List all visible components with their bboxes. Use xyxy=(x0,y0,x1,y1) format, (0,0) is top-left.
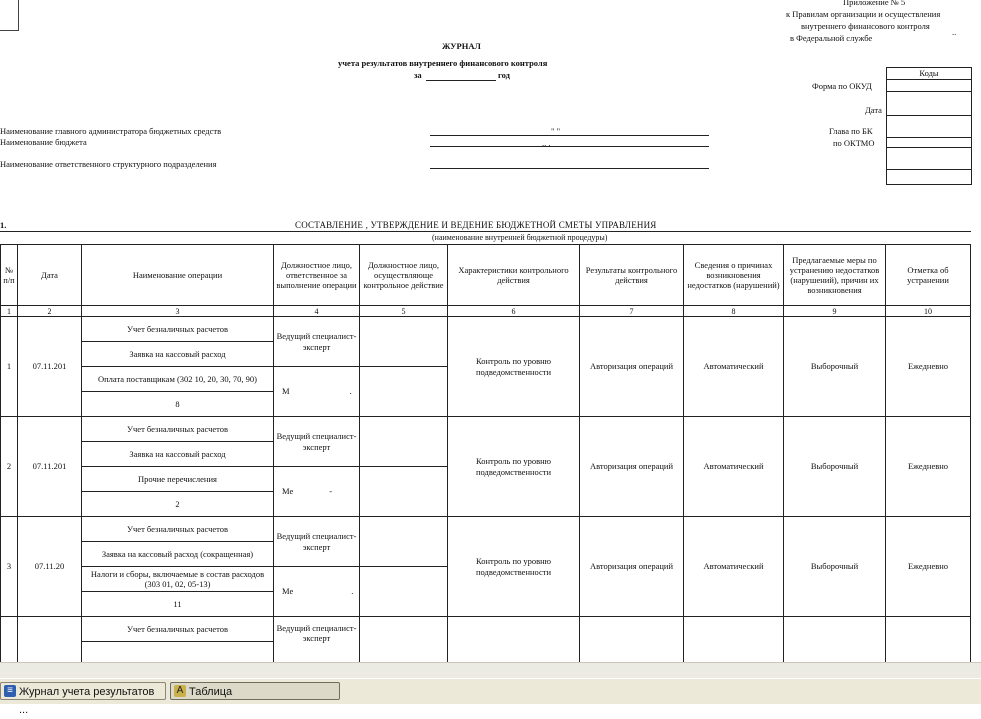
table-row xyxy=(1,417,971,442)
col-header: Должностное лицо, ответственное за выполнение операции xyxy=(274,245,360,306)
table-header-row xyxy=(1,245,971,306)
proposed-measures: Выборочный xyxy=(784,417,886,517)
col-header: Должностное лицо, осуществляюще контрольное действие xyxy=(360,245,448,306)
col-header: Результаты контрольного действия xyxy=(580,245,684,306)
admin-label: Наименование главного администратора бюджетных средств xyxy=(0,126,222,136)
row-number: 1 xyxy=(1,317,18,417)
control-official-2 xyxy=(360,567,448,617)
resolution-mark: Ежедневно xyxy=(886,417,971,517)
operation-cell: Заявка на кассовый расход (сокращенная) xyxy=(82,542,274,567)
col-number: 1 xyxy=(1,306,18,317)
operation-cell: Учет безналичных расчетов xyxy=(82,617,274,642)
document-icon: ≡ xyxy=(4,685,16,697)
taskbar xyxy=(0,678,981,716)
control-characteristics: Контроль по уровню подведомственности xyxy=(448,317,580,417)
responsible-official: Ведущий специалист-эксперт xyxy=(274,517,360,567)
codes-header: Коды xyxy=(887,68,971,80)
table-row xyxy=(1,617,971,642)
resolution-mark: Ежедневно xyxy=(886,317,971,417)
responsible-official: Ведущий специалист-эксперт xyxy=(274,317,360,367)
annex-line-1: Приложение № 5 xyxy=(843,0,906,7)
col-header: Дата xyxy=(18,245,82,306)
budget-value-line xyxy=(430,146,709,147)
operation-cell: Заявка на кассовый расход xyxy=(82,342,274,367)
window-corner xyxy=(0,0,19,31)
period-prefix: за xyxy=(414,70,422,80)
table-row xyxy=(1,317,971,342)
text-document-icon: A xyxy=(174,685,186,697)
code-oktmo xyxy=(887,138,971,148)
admin-value: " " xyxy=(551,126,561,136)
control-result: Авторизация операций xyxy=(580,417,684,517)
period-blank xyxy=(426,80,496,81)
journal-subtitle: учета результатов внутреннего финансового контроля xyxy=(338,58,548,68)
code-bk xyxy=(887,116,971,138)
code-okud xyxy=(887,80,971,92)
operation-cell: Учет безналичных расчетов xyxy=(82,517,274,542)
unit-value-line xyxy=(430,168,709,169)
control-result: Авторизация операций xyxy=(580,517,684,617)
period-suffix: год xyxy=(498,70,510,80)
col-number: 2 xyxy=(18,306,82,317)
annex-line-2: к Правилам организации и осуществления xyxy=(786,9,941,19)
proposed-measures: Выборочный xyxy=(784,317,886,417)
bk-label: Глава по БК xyxy=(829,126,873,136)
horizontal-scrollbar[interactable] xyxy=(0,662,981,678)
control-characteristics: Контроль по уровню подведомственности xyxy=(448,417,580,517)
official-surname-cell xyxy=(274,567,360,617)
codes-box xyxy=(886,67,972,185)
budget-label: Наименование бюджета xyxy=(0,137,87,147)
operation-cell: Оплата поставщикам (302 10, 20, 30, 70, 90) xyxy=(82,367,274,392)
control-characteristics: Контроль по уровню подведомственности xyxy=(448,517,580,617)
cause-info xyxy=(684,617,784,667)
okud-label: Форма по ОКУД xyxy=(812,81,872,91)
control-characteristics xyxy=(448,617,580,667)
row-number: 3 xyxy=(1,517,18,617)
col-header: Характеристики контрольного действия xyxy=(448,245,580,306)
admin-value-line xyxy=(430,135,709,136)
taskbar-item-label: Таблица xyxy=(189,686,233,698)
control-result: Авторизация операций xyxy=(580,317,684,417)
row-date: 07.11.201 xyxy=(18,317,82,417)
journal-table xyxy=(0,244,971,667)
proposed-measures: Выборочный xyxy=(784,517,886,617)
operation-code: 11 xyxy=(82,592,274,617)
column-numbers-row xyxy=(1,306,971,317)
row-date: 07.11.201 xyxy=(18,417,82,517)
taskbar-item-table[interactable] xyxy=(170,682,340,700)
code-extra-1 xyxy=(887,148,971,170)
operation-cell: Заявка на кассовый расход xyxy=(82,442,274,467)
row-number: 2 xyxy=(1,417,18,517)
control-result xyxy=(580,617,684,667)
col-number: 9 xyxy=(784,306,886,317)
col-header: № п/п xyxy=(1,245,18,306)
section-title: СОСТАВЛЕНИЕ , УТВЕРЖДЕНИЕ И ВЕДЕНИЕ БЮДЖЕТНОЙ СМЕТЫ УПРАВЛЕНИЯ xyxy=(295,220,657,230)
col-header: Наименование операции xyxy=(82,245,274,306)
control-official xyxy=(360,317,448,367)
row-date xyxy=(18,617,82,667)
annex-dots: .. xyxy=(952,27,957,37)
budget-value: .. . xyxy=(542,138,551,148)
operation-cell: Прочие перечисления xyxy=(82,467,274,492)
date-label: Дата xyxy=(865,105,882,115)
official-surname-cell xyxy=(274,367,360,417)
official-tail: . xyxy=(349,386,352,397)
official-surname: Ме xyxy=(282,586,294,597)
control-official-2 xyxy=(360,367,448,417)
col-header: Отметка об устранении xyxy=(886,245,971,306)
control-official xyxy=(360,517,448,567)
cause-info: Автоматический xyxy=(684,517,784,617)
operation-code: 8 xyxy=(82,392,274,417)
col-number: 4 xyxy=(274,306,360,317)
proposed-measures xyxy=(784,617,886,667)
code-date xyxy=(887,92,971,116)
control-official xyxy=(360,417,448,467)
col-number: 3 xyxy=(82,306,274,317)
cause-info: Автоматический xyxy=(684,317,784,417)
row-date: 07.11.20 xyxy=(18,517,82,617)
annex-line-4: в Федеральной службе xyxy=(790,33,873,43)
operation-code: 2 xyxy=(82,492,274,517)
col-number: 6 xyxy=(448,306,580,317)
responsible-official: Ведущий специалист-эксперт xyxy=(274,617,360,667)
official-surname: М xyxy=(282,386,290,397)
cause-info: Автоматический xyxy=(684,417,784,517)
official-surname-cell xyxy=(274,467,360,517)
col-number: 8 xyxy=(684,306,784,317)
taskbar-item-journal[interactable] xyxy=(0,682,166,716)
responsible-official: Ведущий специалист-эксперт xyxy=(274,417,360,467)
resolution-mark xyxy=(886,617,971,667)
control-official xyxy=(360,617,448,667)
oktmo-label: по ОКТМО xyxy=(833,138,875,148)
section-caption: (наименование внутренней бюджетной процедуры) xyxy=(432,233,608,242)
taskbar-item-label: Журнал учета результатов ... xyxy=(19,686,155,716)
journal-title: ЖУРНАЛ xyxy=(442,41,481,51)
row-number xyxy=(1,617,18,667)
control-official-2 xyxy=(360,467,448,517)
section-line xyxy=(0,231,971,232)
official-tail: - xyxy=(329,486,333,497)
col-number: 10 xyxy=(886,306,971,317)
resolution-mark: Ежедневно xyxy=(886,517,971,617)
col-header: Предлагаемые меры по устранению недостатков (нарушений), причин их возникновения xyxy=(784,245,886,306)
official-tail: . xyxy=(351,586,354,597)
col-header: Сведения о причинах возникновения недостатков (нарушений) xyxy=(684,245,784,306)
unit-label: Наименование ответственного структурного подразделения xyxy=(0,159,217,169)
col-number: 7 xyxy=(580,306,684,317)
col-number: 5 xyxy=(360,306,448,317)
official-surname: Ме xyxy=(282,486,294,497)
code-extra-2 xyxy=(887,170,971,182)
operation-cell: Налоги и сборы, включаемые в состав расходов (303 01, 02, 05-13) xyxy=(82,567,274,592)
annex-line-3: внутреннего финансового контроля xyxy=(801,21,930,31)
table-row xyxy=(1,517,971,542)
operation-cell: Учет безналичных расчетов xyxy=(82,417,274,442)
section-number: 1. xyxy=(0,220,7,230)
operation-cell: Учет безналичных расчетов xyxy=(82,317,274,342)
